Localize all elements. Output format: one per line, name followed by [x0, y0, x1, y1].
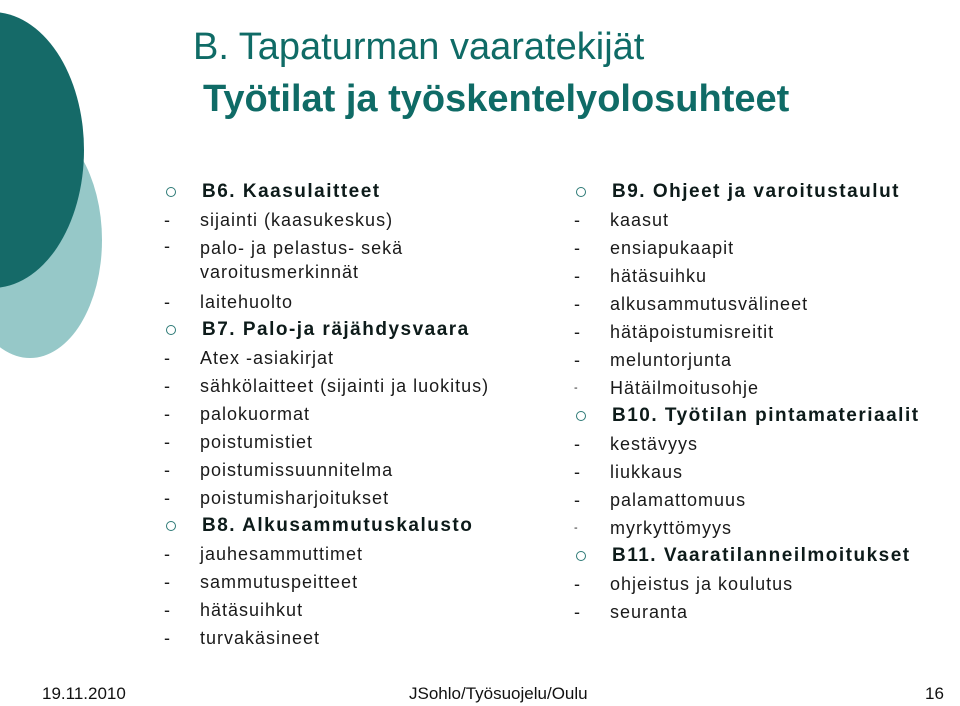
right-column — [572, 178, 952, 626]
list-item — [162, 234, 552, 288]
page-number: 16 — [925, 684, 944, 703]
section-heading-text: B10. Työtilan pintamateriaalit — [612, 405, 920, 426]
section-heading — [572, 402, 952, 430]
list-item — [572, 570, 952, 598]
list-item — [572, 374, 952, 402]
list-item-text: meluntorjunta — [610, 350, 733, 370]
dash-marker: - — [574, 574, 581, 594]
dash-marker: - — [574, 294, 581, 314]
section-heading — [162, 316, 552, 344]
list-item-text: Atex -asiakirjat — [200, 348, 335, 368]
dash-marker: - — [574, 350, 581, 370]
list-item — [572, 514, 952, 542]
list-item — [162, 624, 552, 652]
dash-marker: - — [574, 322, 581, 342]
list-item-text: sammutuspeitteet — [200, 572, 359, 592]
dash-marker: - — [574, 382, 579, 394]
list-item-text: sijainti (kaasukeskus) — [200, 210, 394, 230]
list-item-text: seuranta — [610, 602, 689, 622]
list-item — [162, 428, 552, 456]
dash-marker: - — [574, 490, 581, 510]
list-item-text: Hätäilmoitusohje — [610, 378, 760, 398]
dash-marker: - — [164, 376, 171, 396]
list-item — [572, 206, 952, 234]
footer-date: 19.11.2010 — [42, 684, 126, 703]
dash-marker: - — [164, 488, 171, 508]
list-item-text: sähkölaitteet (sijainti ja luokitus) — [200, 376, 490, 396]
dash-marker: - — [574, 522, 579, 534]
list-item — [162, 372, 552, 400]
list-item — [572, 234, 952, 262]
list-item — [162, 456, 552, 484]
circle-bullet-icon — [166, 187, 176, 197]
list-item — [572, 346, 952, 374]
circle-bullet-icon — [576, 187, 586, 197]
list-item — [572, 458, 952, 486]
circle-bullet-icon — [166, 521, 176, 531]
dash-marker: - — [164, 460, 171, 480]
dash-marker: - — [164, 544, 171, 564]
list-item — [572, 318, 952, 346]
list-item — [162, 400, 552, 428]
dash-marker: - — [164, 600, 171, 620]
list-item — [162, 540, 552, 568]
dash-marker: - — [164, 210, 171, 230]
circle-bullet-icon — [576, 551, 586, 561]
list-item-text: kestävyys — [610, 434, 699, 454]
list-item — [572, 430, 952, 458]
list-item-text: palamattomuus — [610, 490, 747, 510]
list-item — [572, 290, 952, 318]
list-item-text: poistumissuunnitelma — [200, 460, 394, 480]
dash-marker: - — [164, 348, 171, 368]
list-item-text: kaasut — [610, 210, 670, 230]
list-item-text: hätäpoistumisreitit — [610, 322, 775, 342]
dash-marker: - — [164, 404, 171, 424]
list-item-text: poistumistiet — [200, 432, 314, 452]
section-heading-text: B6. Kaasulaitteet — [202, 181, 381, 202]
footer-author: JSohlo/Työsuojelu/Oulu — [409, 684, 588, 703]
dash-marker: - — [164, 292, 171, 312]
list-item-text: myrkyttömyys — [610, 518, 732, 538]
dash-marker: - — [164, 432, 171, 452]
list-item — [572, 262, 952, 290]
list-item-text: alkusammutusvälineet — [610, 294, 809, 314]
list-item-text: hätäsuihku — [610, 266, 708, 286]
list-item-text: liukkaus — [610, 462, 684, 482]
dash-marker: - — [574, 434, 581, 454]
dash-marker: - — [164, 572, 171, 592]
list-item-text: laitehuolto — [200, 292, 294, 312]
list-item-text: ensiapukaapit — [610, 238, 735, 258]
list-item-text: palo- ja pelastus- sekä varoitusmerkinnät — [200, 238, 404, 282]
list-item — [162, 206, 552, 234]
section-heading-text: B7. Palo-ja räjähdysvaara — [202, 319, 470, 340]
list-item — [162, 596, 552, 624]
list-item-text: jauhesammuttimet — [200, 544, 364, 564]
dash-marker: - — [574, 210, 581, 230]
decorative-corner-shapes — [0, 0, 110, 400]
dash-marker: - — [164, 628, 171, 648]
list-item-text: ohjeistus ja koulutus — [610, 574, 794, 594]
section-heading — [572, 542, 952, 570]
dash-marker: - — [164, 236, 171, 256]
section-heading — [162, 512, 552, 540]
section-heading-text: B11. Vaaratilanneilmoitukset — [612, 545, 911, 566]
list-item — [162, 288, 552, 316]
list-item-text: hätäsuihkut — [200, 600, 304, 620]
list-item-text: palokuormat — [200, 404, 311, 424]
dash-marker: - — [574, 238, 581, 258]
list-item-text: poistumisharjoitukset — [200, 488, 390, 508]
dash-marker: - — [574, 266, 581, 286]
dash-marker: - — [574, 462, 581, 482]
slide-title: B. Tapaturman vaaratekijät — [193, 26, 645, 68]
left-column — [162, 178, 552, 652]
circle-bullet-icon — [166, 325, 176, 335]
list-item — [162, 344, 552, 372]
section-heading — [162, 178, 552, 206]
section-heading — [572, 178, 952, 206]
slide-subtitle: Työtilat ja työskentelyolosuhteet — [203, 78, 790, 120]
list-item — [162, 484, 552, 512]
list-item-text: turvakäsineet — [200, 628, 321, 648]
circle-bullet-icon — [576, 411, 586, 421]
section-heading-text: B8. Alkusammutuskalusto — [202, 515, 474, 536]
dash-marker: - — [574, 602, 581, 622]
list-item — [572, 486, 952, 514]
section-heading-text: B9. Ohjeet ja varoitustaulut — [612, 181, 900, 202]
list-item — [572, 598, 952, 626]
list-item — [162, 568, 552, 596]
